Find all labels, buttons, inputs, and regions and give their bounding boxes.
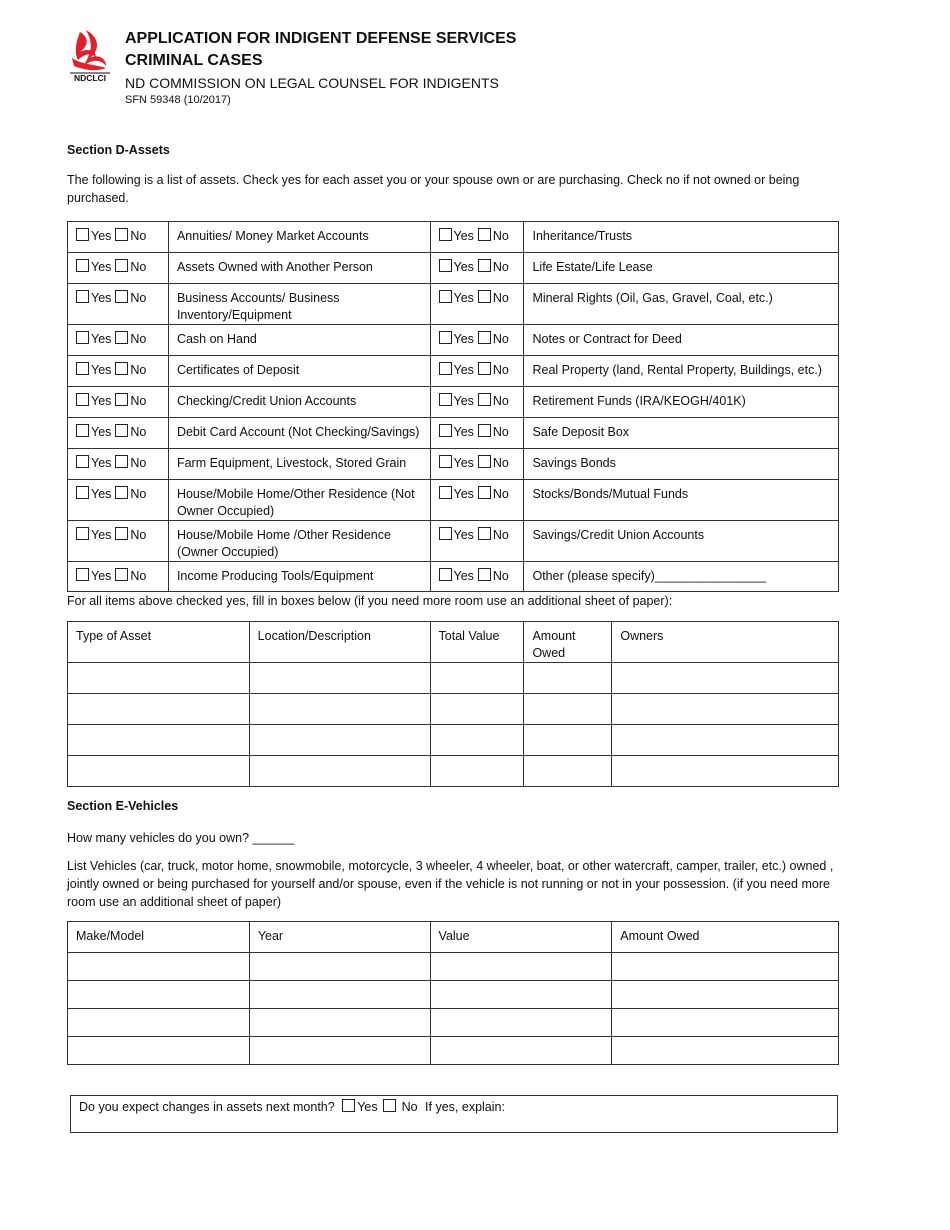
left-asset-name: Assets Owned with Another Person	[168, 253, 430, 284]
yes-label: Yes	[91, 229, 112, 243]
detail-entry-cell[interactable]	[430, 725, 524, 756]
detail-entry-cell[interactable]	[524, 725, 612, 756]
left-asset-name: House/Mobile Home/Other Residence (Not Owner Occupied)	[168, 480, 430, 521]
right-asset-name: Mineral Rights (Oil, Gas, Gravel, Coal, etc.)	[524, 284, 839, 325]
right-asset-name: Savings/Credit Union Accounts	[524, 521, 839, 562]
right-yes-no-cell	[430, 356, 524, 387]
form-title: APPLICATION FOR INDIGENT DEFENSE SERVICES	[125, 30, 517, 47]
no-label: No	[130, 260, 147, 274]
no-checkbox[interactable]	[478, 259, 491, 272]
vehicle-entry-cell[interactable]	[612, 1009, 839, 1037]
yes-checkbox[interactable]	[76, 228, 89, 241]
yes-checkbox[interactable]	[439, 290, 452, 303]
yes-checkbox[interactable]	[76, 362, 89, 375]
yes-checkbox[interactable]	[76, 331, 89, 344]
no-checkbox[interactable]	[115, 290, 128, 303]
asset-row	[68, 325, 839, 356]
no-label: No	[492, 229, 509, 243]
detail-entry-cell[interactable]	[612, 756, 839, 787]
detail-entry-cell[interactable]	[249, 756, 430, 787]
no-checkbox[interactable]	[115, 486, 128, 499]
asset-checklist-table	[67, 221, 839, 592]
vehicle-entry-row	[68, 1009, 839, 1037]
detail-entry-cell[interactable]	[249, 694, 430, 725]
right-yes-no-cell	[430, 284, 524, 325]
right-yes-no-cell	[430, 562, 524, 592]
detail-column-header: Total Value	[430, 622, 524, 663]
vehicle-table	[67, 921, 839, 1065]
vehicle-entry-cell[interactable]	[68, 1009, 250, 1037]
yes-label: Yes	[91, 260, 112, 274]
right-asset-name: Real Property (land, Rental Property, Buildings, etc.)	[524, 356, 839, 387]
no-checkbox[interactable]	[115, 362, 128, 375]
left-asset-name: Cash on Hand	[168, 325, 430, 356]
vehicle-entry-cell[interactable]	[612, 1037, 839, 1065]
detail-entry-cell[interactable]	[68, 694, 250, 725]
vehicle-list-instruction: List Vehicles (car, truck, motor home, snowmobile, motorcycle, 3 wheeler, 4 wheeler, boat, or other watercraft, camper, trailer, etc.) owned , jointly owned or being purchased for yourself and/or spouse, even if the vehicle is not running or not in your possession. (if you need more room use an additional sheet of paper)	[67, 859, 834, 909]
yes-checkbox[interactable]	[439, 486, 452, 499]
yes-label: Yes	[453, 487, 474, 501]
yes-label: Yes	[453, 425, 474, 439]
no-checkbox[interactable]	[115, 331, 128, 344]
yes-checkbox[interactable]	[76, 393, 89, 406]
vehicle-entry-cell[interactable]	[430, 1009, 612, 1037]
asset-row	[68, 253, 839, 284]
no-checkbox[interactable]	[478, 455, 491, 468]
no-checkbox[interactable]	[478, 486, 491, 499]
yes-label: Yes	[453, 528, 474, 542]
no-checkbox[interactable]	[115, 568, 128, 581]
no-checkbox[interactable]	[478, 331, 491, 344]
yes-checkbox[interactable]	[439, 362, 452, 375]
detail-entry-row	[68, 663, 839, 694]
yes-label: Yes	[453, 260, 474, 274]
asset-row	[68, 562, 839, 592]
no-label: No	[492, 394, 509, 408]
right-yes-no-cell	[430, 253, 524, 284]
asset-row	[68, 222, 839, 253]
right-asset-name: Life Estate/Life Lease	[524, 253, 839, 284]
detail-column-header: Owners	[612, 622, 839, 663]
changes-no-checkbox[interactable]	[383, 1099, 396, 1112]
detail-entry-cell[interactable]	[68, 725, 250, 756]
yes-label: Yes	[453, 291, 474, 305]
vehicle-entry-cell[interactable]	[249, 1037, 430, 1065]
yes-label: Yes	[91, 332, 112, 346]
asset-changes-box	[70, 1095, 838, 1133]
vehicle-entry-cell[interactable]	[430, 1037, 612, 1065]
right-yes-no-cell	[430, 480, 524, 521]
left-yes-no-cell	[68, 325, 169, 356]
vehicle-entry-cell[interactable]	[249, 1009, 430, 1037]
no-label: No	[130, 487, 147, 501]
yes-checkbox[interactable]	[439, 259, 452, 272]
detail-column-header: Location/Description	[249, 622, 430, 663]
right-asset-name: Stocks/Bonds/Mutual Funds	[524, 480, 839, 521]
no-label: No	[492, 291, 509, 305]
ndclci-logo	[66, 28, 114, 86]
detail-entry-row	[68, 694, 839, 725]
no-label: No	[130, 569, 147, 583]
vehicle-entry-row	[68, 981, 839, 1009]
yes-checkbox[interactable]	[76, 424, 89, 437]
no-label: No	[130, 363, 147, 377]
right-yes-no-cell	[430, 325, 524, 356]
no-checkbox[interactable]	[478, 362, 491, 375]
no-label: No	[492, 363, 509, 377]
no-checkbox[interactable]	[115, 527, 128, 540]
yes-label: Yes	[91, 456, 112, 470]
right-asset-name: Safe Deposit Box	[524, 418, 839, 449]
detail-entry-cell[interactable]	[524, 694, 612, 725]
detail-entry-cell[interactable]	[524, 756, 612, 787]
no-checkbox[interactable]	[115, 259, 128, 272]
asset-row	[68, 356, 839, 387]
right-yes-no-cell	[430, 418, 524, 449]
vehicle-entry-cell[interactable]	[430, 981, 612, 1009]
right-asset-name: Retirement Funds (IRA/KEOGH/401K)	[524, 387, 839, 418]
no-label: No	[492, 528, 509, 542]
asset-changes-question: Do you expect changes in assets next month?	[79, 1100, 335, 1114]
no-checkbox[interactable]	[478, 228, 491, 241]
changes-no-label: No	[401, 1100, 418, 1114]
asset-row	[68, 284, 839, 325]
yes-label: Yes	[91, 569, 112, 583]
asset-detail-table	[67, 621, 839, 787]
no-label: No	[130, 394, 147, 408]
vehicle-entry-cell[interactable]	[68, 953, 250, 981]
no-label: No	[130, 332, 147, 346]
detail-entry-cell[interactable]	[68, 663, 250, 694]
form-subtitle-cases: CRIMINAL CASES	[125, 52, 263, 69]
changes-yes-label: Yes	[357, 1100, 378, 1114]
left-yes-no-cell	[68, 356, 169, 387]
yes-checkbox[interactable]	[439, 527, 452, 540]
detail-entry-cell[interactable]	[612, 725, 839, 756]
detail-entry-cell[interactable]	[249, 725, 430, 756]
left-yes-no-cell	[68, 449, 169, 480]
section-d-intro: The following is a list of assets. Check yes for each asset you or your spouse own or are purchasing. Check no if not owned or being purchased.	[67, 173, 800, 205]
vehicle-entry-cell[interactable]	[249, 981, 430, 1009]
right-yes-no-cell	[430, 449, 524, 480]
left-yes-no-cell	[68, 387, 169, 418]
yes-checkbox[interactable]	[76, 486, 89, 499]
no-checkbox[interactable]	[478, 393, 491, 406]
left-asset-name: Annuities/ Money Market Accounts	[168, 222, 430, 253]
no-label: No	[130, 528, 147, 542]
right-yes-no-cell	[430, 222, 524, 253]
yes-checkbox[interactable]	[439, 331, 452, 344]
no-label: No	[130, 425, 147, 439]
no-label: No	[130, 291, 147, 305]
commission-name: ND COMMISSION ON LEGAL COUNSEL FOR INDIGENTS	[125, 75, 499, 91]
yes-label: Yes	[91, 291, 112, 305]
detail-entry-row	[68, 725, 839, 756]
vehicle-count-question: How many vehicles do you own? ______	[67, 831, 295, 845]
no-checkbox[interactable]	[115, 455, 128, 468]
asset-row	[68, 387, 839, 418]
vehicle-entry-cell[interactable]	[249, 953, 430, 981]
section-e-heading: Section E-Vehicles	[67, 799, 179, 813]
vehicle-entry-cell[interactable]	[612, 953, 839, 981]
no-checkbox[interactable]	[115, 228, 128, 241]
left-yes-no-cell	[68, 480, 169, 521]
right-yes-no-cell	[430, 521, 524, 562]
detail-entry-cell[interactable]	[430, 663, 524, 694]
vehicle-entry-row	[68, 953, 839, 981]
vehicle-column-header: Year	[249, 922, 430, 953]
asset-row	[68, 449, 839, 480]
vehicle-entry-cell[interactable]	[430, 953, 612, 981]
yes-label: Yes	[91, 487, 112, 501]
left-asset-name: Business Accounts/ Business Inventory/Equipment	[168, 284, 430, 325]
detail-entry-cell[interactable]	[612, 663, 839, 694]
no-checkbox[interactable]	[478, 290, 491, 303]
left-asset-name: Certificates of Deposit	[168, 356, 430, 387]
yes-checkbox[interactable]	[76, 259, 89, 272]
no-checkbox[interactable]	[478, 424, 491, 437]
no-label: No	[130, 456, 147, 470]
no-label: No	[492, 569, 509, 583]
detail-entry-cell[interactable]	[430, 694, 524, 725]
left-yes-no-cell	[68, 521, 169, 562]
yes-label: Yes	[453, 394, 474, 408]
vehicle-entry-cell[interactable]	[612, 981, 839, 1009]
yes-checkbox[interactable]	[439, 393, 452, 406]
left-asset-name: House/Mobile Home /Other Residence (Owner Occupied)	[168, 521, 430, 562]
right-asset-name: Inheritance/Trusts	[524, 222, 839, 253]
yes-checkbox[interactable]	[76, 290, 89, 303]
yes-checkbox[interactable]	[439, 455, 452, 468]
section-d-heading: Section D-Assets	[67, 143, 170, 157]
detail-entry-cell[interactable]	[249, 663, 430, 694]
detail-entry-cell[interactable]	[612, 694, 839, 725]
asset-row	[68, 521, 839, 562]
changes-explain-label: If yes, explain:	[425, 1100, 505, 1114]
vehicle-column-header: Make/Model	[68, 922, 250, 953]
vehicle-header-row	[68, 922, 839, 953]
no-label: No	[492, 487, 509, 501]
left-yes-no-cell	[68, 562, 169, 592]
yes-label: Yes	[91, 394, 112, 408]
no-label: No	[130, 229, 147, 243]
detail-header-row	[68, 622, 839, 663]
yes-checkbox[interactable]	[76, 455, 89, 468]
no-label: No	[492, 425, 509, 439]
yes-label: Yes	[453, 569, 474, 583]
no-checkbox[interactable]	[115, 424, 128, 437]
vehicle-entry-cell[interactable]	[68, 981, 250, 1009]
left-yes-no-cell	[68, 222, 169, 253]
left-asset-name: Checking/Credit Union Accounts	[168, 387, 430, 418]
yes-label: Yes	[91, 425, 112, 439]
left-yes-no-cell	[68, 253, 169, 284]
left-yes-no-cell	[68, 284, 169, 325]
asset-row	[68, 418, 839, 449]
yes-checkbox[interactable]	[439, 424, 452, 437]
detail-entry-row	[68, 756, 839, 787]
left-asset-name: Income Producing Tools/Equipment	[168, 562, 430, 592]
yes-label: Yes	[91, 363, 112, 377]
detail-column-header: Type of Asset	[68, 622, 250, 663]
right-asset-name: Notes or Contract for Deed	[524, 325, 839, 356]
right-yes-no-cell	[430, 387, 524, 418]
yes-label: Yes	[453, 332, 474, 346]
left-yes-no-cell	[68, 418, 169, 449]
detail-entry-cell[interactable]	[430, 756, 524, 787]
no-label: No	[492, 456, 509, 470]
yes-checkbox[interactable]	[439, 228, 452, 241]
asset-row	[68, 480, 839, 521]
detail-column-header: Amount Owed	[524, 622, 612, 663]
fill-instruction: For all items above checked yes, fill in boxes below (if you need more room use an additional sheet of paper):	[67, 594, 673, 608]
logo-text: NDCLCI	[73, 73, 107, 83]
vehicle-entry-cell[interactable]	[68, 1037, 250, 1065]
right-asset-name: Other (please specify)________________	[524, 562, 839, 592]
right-asset-name: Savings Bonds	[524, 449, 839, 480]
no-checkbox[interactable]	[478, 568, 491, 581]
yes-label: Yes	[453, 456, 474, 470]
yes-label: Yes	[453, 229, 474, 243]
no-label: No	[492, 260, 509, 274]
changes-yes-checkbox[interactable]	[342, 1099, 355, 1112]
no-checkbox[interactable]	[478, 527, 491, 540]
vehicle-entry-row	[68, 1037, 839, 1065]
left-asset-name: Debit Card Account (Not Checking/Savings)	[168, 418, 430, 449]
vehicle-column-header: Amount Owed	[612, 922, 839, 953]
yes-checkbox[interactable]	[76, 527, 89, 540]
yes-checkbox[interactable]	[439, 568, 452, 581]
left-asset-name: Farm Equipment, Livestock, Stored Grain	[168, 449, 430, 480]
no-checkbox[interactable]	[115, 393, 128, 406]
form-number: SFN 59348 (10/2017)	[125, 94, 231, 106]
yes-label: Yes	[91, 528, 112, 542]
yes-label: Yes	[453, 363, 474, 377]
detail-entry-cell[interactable]	[68, 756, 250, 787]
vehicle-column-header: Value	[430, 922, 612, 953]
no-label: No	[492, 332, 509, 346]
yes-checkbox[interactable]	[76, 568, 89, 581]
detail-entry-cell[interactable]	[524, 663, 612, 694]
